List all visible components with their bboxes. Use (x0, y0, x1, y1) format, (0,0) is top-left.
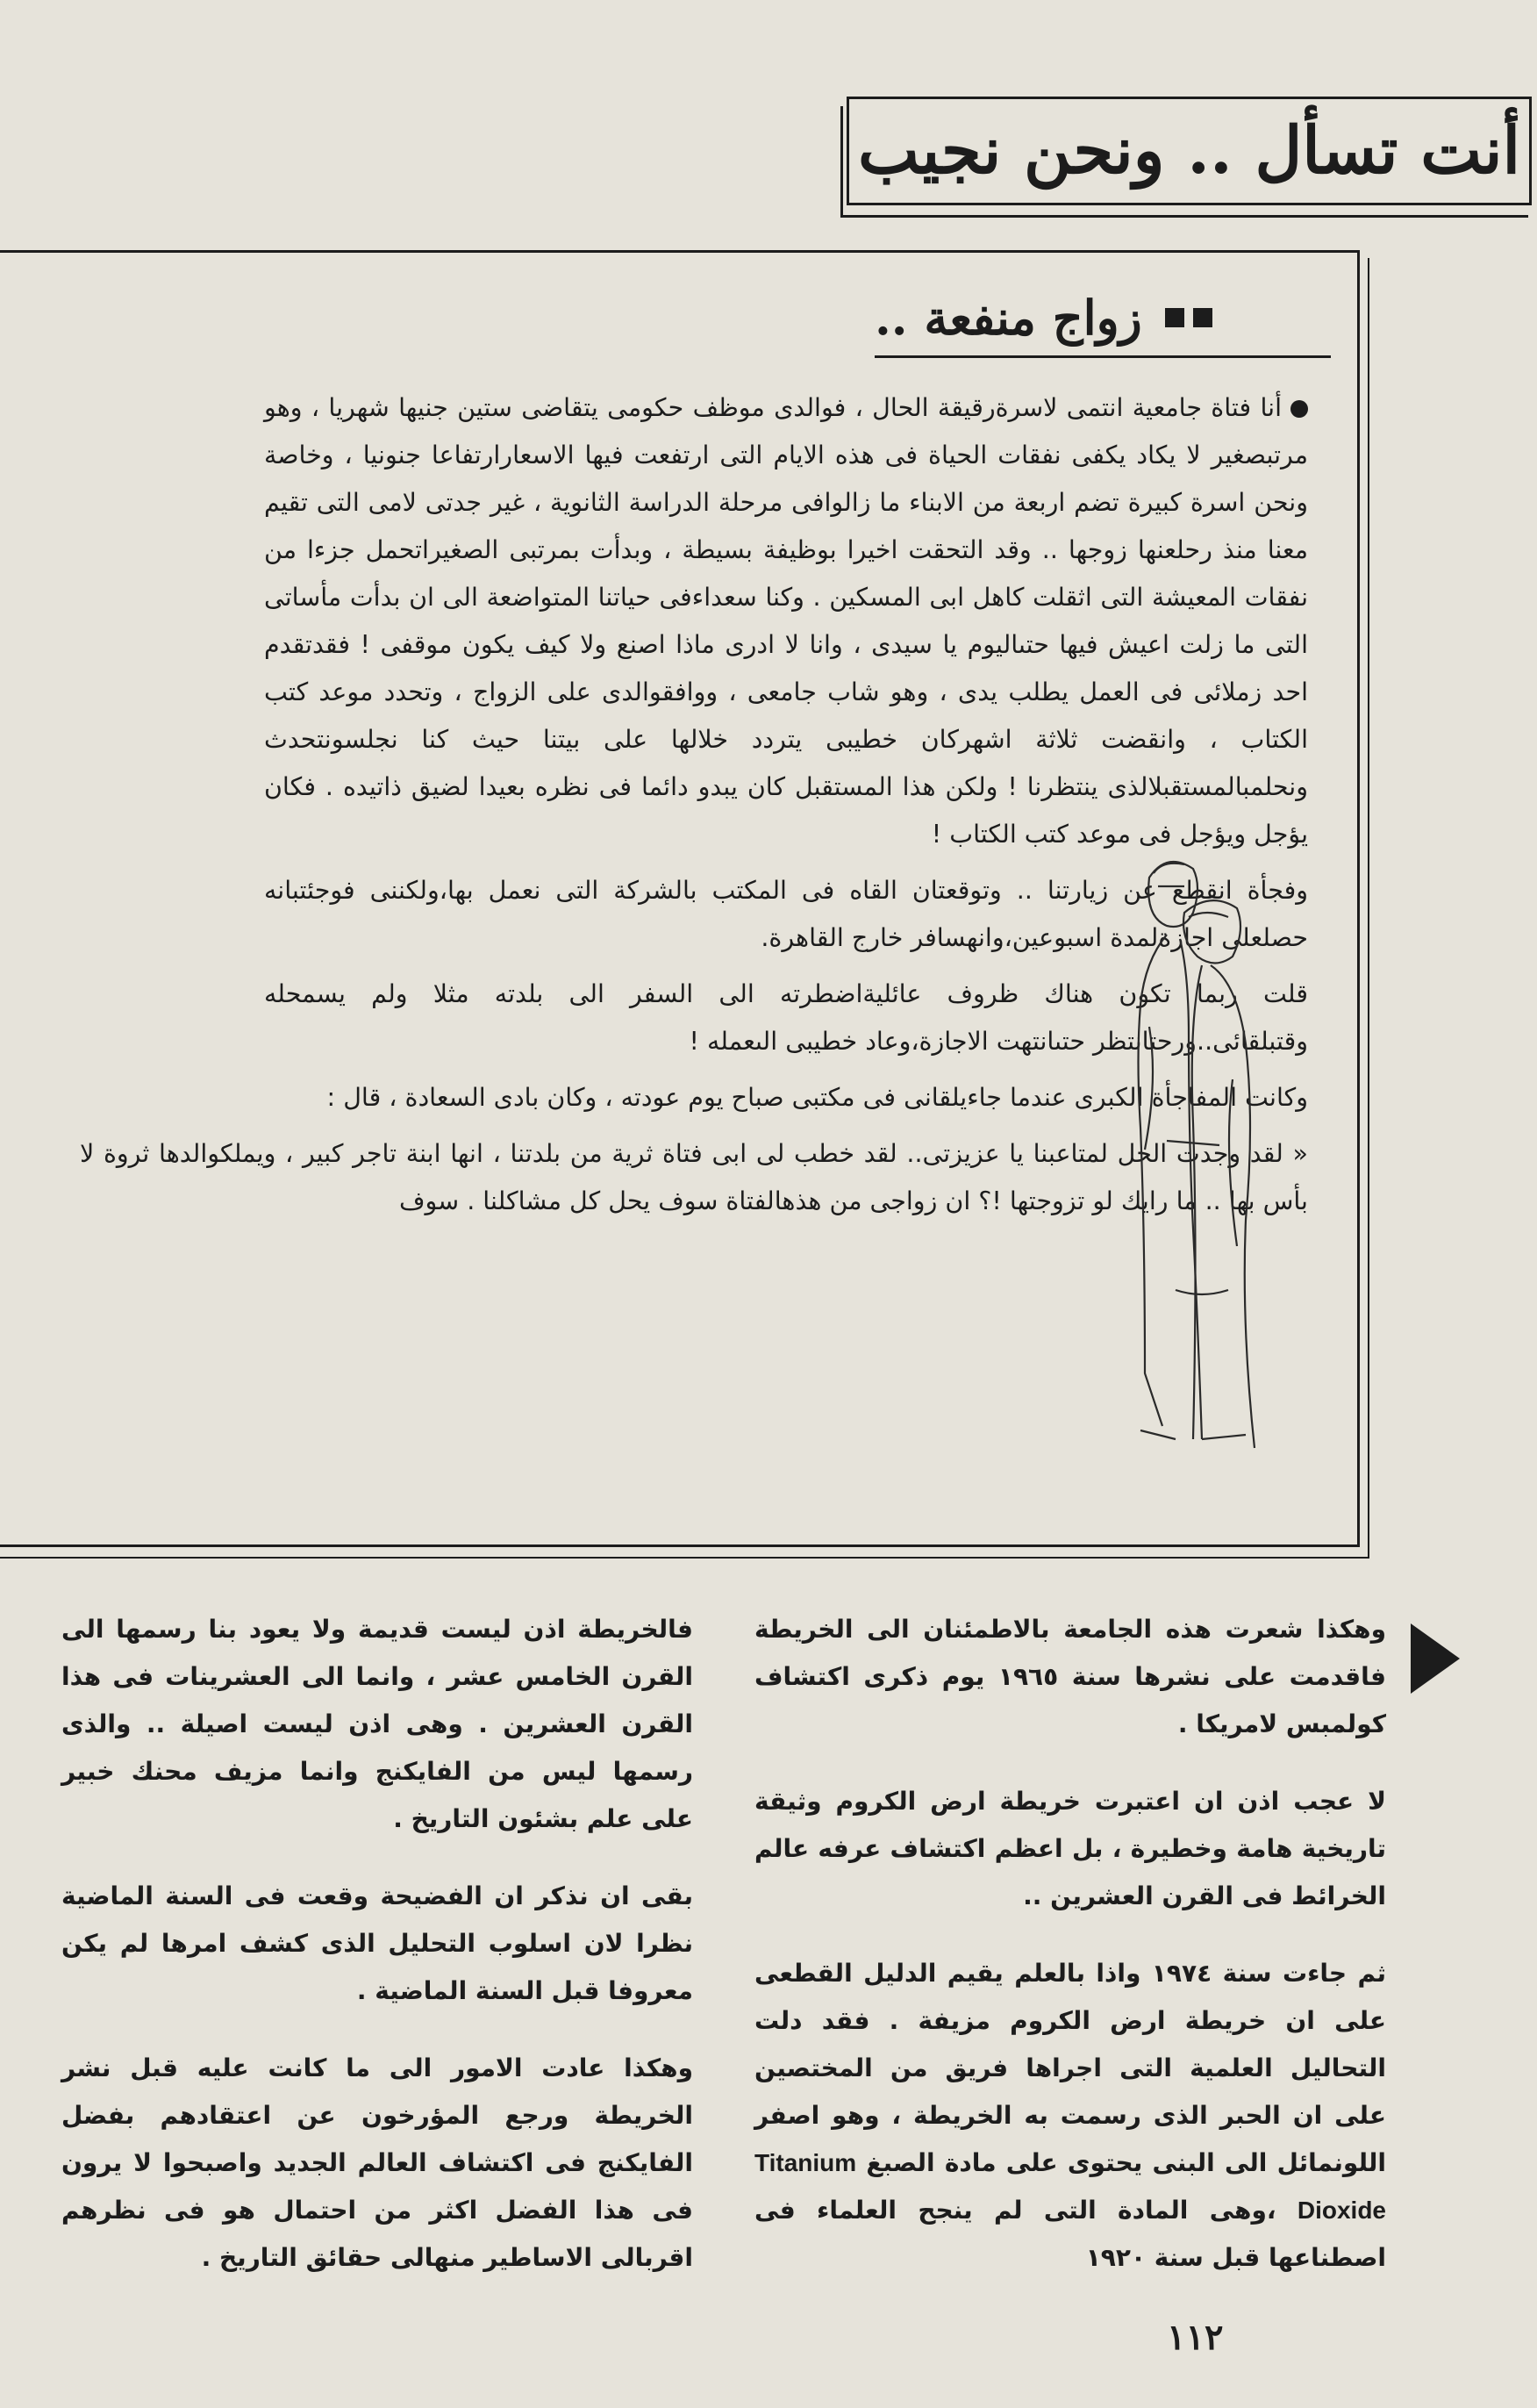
bullet-icon (1290, 400, 1308, 418)
section-header-title: أنت تسأل .. ونحن نجيب (857, 113, 1521, 189)
article-title-bar (875, 279, 1331, 358)
column-paragraph: لا عجب اذن ان اعتبرت خريطة ارض الكروم وثيقة تاريخية هامة وخطيرة ، بل اعظم اكتشاف عرفه عالم الخرائط فى القرن العشرين .. (754, 1787, 1386, 1910)
article-paragraph: « لقد وجدت الحل لمتاعبنا يا عزيزتى.. لقد خطب لى ابى فتاة ثرية من بلدتنا ، انها ابنة تاجر كبير ، ويملكوالدها ثروة لا بأس بها .. ما رايك لو تزوجتها !؟ ان زواجى من هذهالفتاة سوف يحل كل مشاكلنا . سوف (80, 1139, 1308, 1215)
square-icon (1165, 308, 1184, 327)
column-paragraph: وهكذا شعرت هذه الجامعة بالاطمئنان الى الخريطة فاقدمت على نشرها سنة ١٩٦٥ يوم ذكرى اكتشاف كولمبس لامريكا . (754, 1615, 1386, 1738)
article-paragraph: وفجأة انقطع عن زيارتنا .. وتوقعتان القاه فى المكتب بالشركة التى نعمل بها،ولكننى فوجئتبانه حصلعلى اجازةلمدة اسبوعين،وانهسافر خارج القاهرة. (264, 876, 1308, 952)
section-header-box (847, 97, 1532, 205)
article-paragraph: أنا فتاة جامعية انتمى لاسرةرقيقة الحال ، فوالدى موظف حكومى يتقاضى ستين جنيها شهريا ، وهو مرتبصغير لا يكاد يكفى نفقات الحياة فى هذه الايام التى ارتفعت فيها الاسعارارتفاعا جنونيا ، وخاصة ونحن اسرة كبيرة تضم اربعة من الابناء ما زالوافى مرحلة الدراسة الثانوية ، غير جدتى لامى التى تقيم معنا منذ رحلعنها زوجها .. وقد التحقت اخيرا بوظيفة بسيطة ، وبدأت بمرتبى الصغيراتحمل جزءا من نفقات المعيشة التى اثقلت كاهل ابى المسكين . وكنا سعداءفى حياتنا المتواضعة الى ان بدأت مأساتى التى ما زلت اعيش فيها حتىاليوم يا سيدى ، وانا لا ادرى ماذا اصنع ولا كيف يكون موقفى ! فقدتقدم احد زملائى فى العمل يطلب يدى ، وهو شاب جامعى ، ووافقوالدى على الزواج ، وتحدد موعد كتب الكتاب ، وانقضت ثلاثة اشهركان خطيبى يتردد خلالها على بيتنا حيث كنا نجلسونتحدث ونحلمبالمستقبلالذى ينتظرنا ! ولكن هذا المستقبل كان يبدو دائما فى نظره بعيدا لضيق ذاتيده . فكان يؤجل ويؤجل فى موعد كتب الكتاب ! (264, 393, 1308, 849)
left-column (61, 1606, 693, 2311)
article-paragraph: قلت ربما تكون هناك ظروف عائليةاضطرته الى السفر الى بلدته مثلا ولم يسمحله وقتبلقائى..ورحتانتظر حتىانتهت الاجازة،وعاد خطيبى الىعمله ! (264, 979, 1308, 1056)
column-paragraph: بقى ان نذكر ان الفضيحة وقعت فى السنة الماضية نظرا لان اسلوب التحليل الذى كشف امرها لم يكن معروفا قبل السنة الماضية . (61, 1881, 693, 2005)
page-number: ١١٢ (1167, 2317, 1224, 2358)
couple-illustration (1114, 851, 1272, 1466)
article-title: زواج منفعة .. (875, 289, 1142, 346)
column-paragraph: وهكذا عادت الامور الى ما كانت عليه قبل نشر الخريطة ورجع المؤرخون عن اعتقادهم بفضل الفايكنج فى اكتشاف العالم الجديد واصبحوا لا يرون فى هذا الفضل اكثر من احتمال هو فى نظرهم اقربالى الاساطير منهالى حقائق التاريخ . (61, 2053, 693, 2272)
latin-term: Titanium Dioxide (754, 2149, 1387, 2224)
title-squares (1165, 308, 1212, 327)
square-icon (1193, 308, 1212, 327)
article-paragraph: وكانت المفاجأة الكبرى عندما جاءيلقانى فى مكتبى صباح يوم عودته ، وكان بادى السعادة ، قال : (326, 1083, 1308, 1112)
right-column (754, 1606, 1386, 2311)
column-paragraph: ثم جاءت سنة ١٩٧٤ واذا بالعلم يقيم الدليل القطعى على ان خريطة ارض الكروم مزيفة . فقد دلت التحاليل العلمية التى اجراها فريق من المختصين على ان الحبر الذى رسمت به الخريطة ، وهو اصفر اللونمائل الى البنى يحتوى على مادة الصبغ Titanium Dioxide ،وهى المادة التى لم ينجح العلماء فى اصطناعها قبل سنة ١٩٢٠ (754, 1959, 1387, 2272)
column-paragraph: فالخريطة اذن ليست قديمة ولا يعود بنا رسمها الى القرن الخامس عشر ، وانما الى العشرينات فى هذا القرن العشرين . وهى اذن ليست اصيلة .. والذى رسمها ليس من الفايكنج وانما مزيف محنك خبير على علم بشئون التاريخ . (61, 1615, 693, 1833)
continuation-arrow-icon (1411, 1623, 1460, 1694)
